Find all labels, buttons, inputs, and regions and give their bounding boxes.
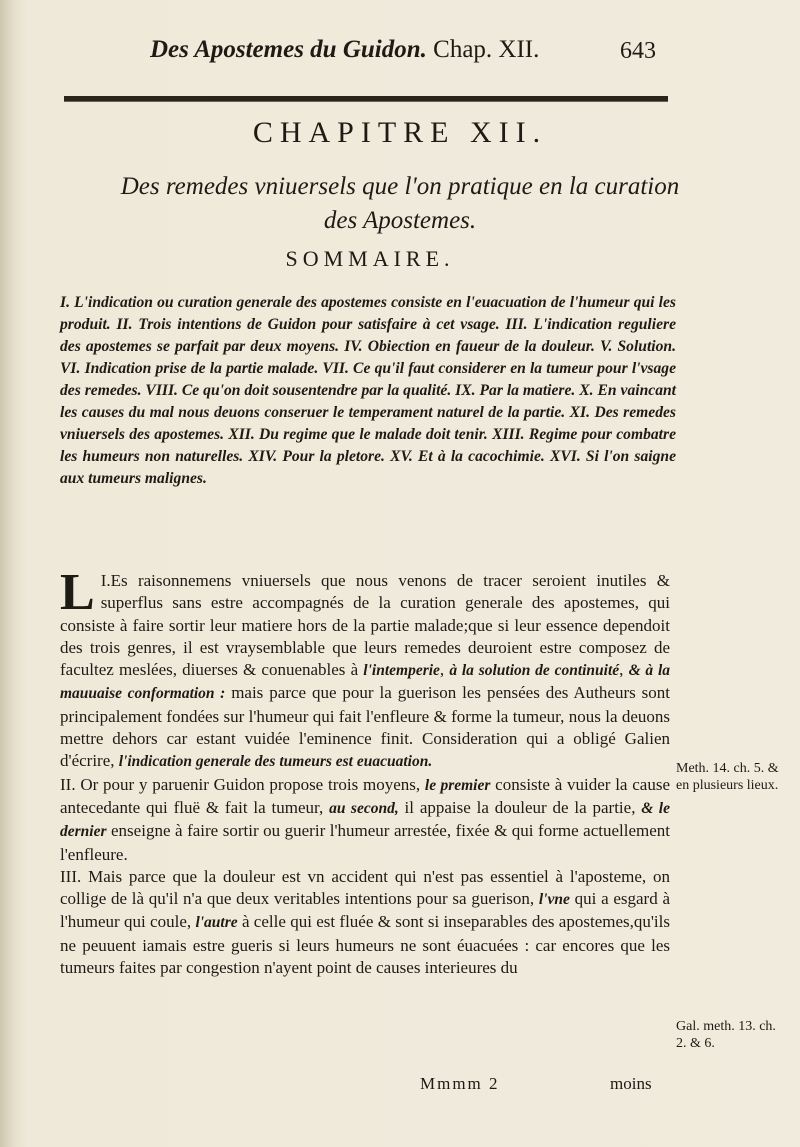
paragraph-number: III. [60, 866, 82, 886]
drop-capital: L [60, 564, 95, 621]
header-rule [64, 96, 668, 102]
margin-note-1: Meth. 14. ch. 5. & en plusieurs lieux. [676, 761, 779, 793]
signature-mark: Mmmm 2 [420, 1074, 500, 1093]
text-run: Or pour y paruenir Guidon propose trois moyens, [75, 774, 425, 794]
chapter-title-line1: Des remedes vniuersels que l'on pratique en la curation [120, 173, 680, 200]
running-chapter: Chap. XII. [433, 36, 540, 63]
italic-run: & à la mauuaise conformation : [60, 662, 670, 703]
paragraph-number: II. [60, 774, 76, 794]
text-run: Mais parce que la douleur est vn accident qui n'est pas essentiel à l'aposteme, on collige de là qu'il n'a que deux veritables intentions pour sa guerison, [60, 866, 670, 909]
italic-run: l'intemperie [363, 662, 440, 680]
text-run: Es raisonnemens vniuersels que nous venons de tracer seroient inutiles & superflus sans estre accompagnés de la curation generale des apostemes, qui consiste à faire sortir leur matiere hors de la partie malade;que si leur essence dependoit des trois genres, il est vraysemblable que leurs remedes deuroient estre composez de facultez meslées, diuerses & conuenables à [60, 571, 670, 680]
italic-run: l'vne [538, 891, 570, 909]
paragraph-1 [60, 564, 670, 774]
body-text [60, 564, 670, 979]
text-run: il appaise la douleur de la partie, [398, 797, 642, 817]
chapter-title-line2: des Apostemes. [323, 207, 477, 234]
sommaire-text: I. L'indication ou curation generale des apostemes consiste en l'euacuation de l'humeur qui les produit. II. Trois intentions de Guidon pour satisfaire à cet vsage. III. L'indication reguliere des apostemes se parfait par deux moyens. IV. Obiection en faueur de la douleur. V. Solution. VI. Indication prise de la partie malade. VII. Ce qu'il faut considerer en la tumeur pour l'vsage des remedes. VIII. Ce qu'on doit sousentendre par la qualité. IX. Par la matiere. X. En vaincant les causes du mal nous deuons conseruer le temperament naturel de la partie. XI. Des remedes vniuersels des apostemes. XII. Du regime que le malade doit tenir. XIII. Regime pour combatre les humeurs non naturelles. XIV. Pour la pletore. XV. Et à la cacochimie. XVI. Si l'on saigne aux tumeurs malignes. [60, 294, 676, 487]
page-footer [420, 1074, 680, 1094]
italic-run: au second, [329, 799, 399, 817]
text-run: , [619, 660, 629, 680]
paragraph-3 [60, 866, 670, 979]
text-run: à celle qui est fluée & sont si inseparables des apostemes,qu'ils ne peuuent iamais estre gueris si leurs humeurs ne sont éuacuées : car encores que les tumeurs faites par congestion n'ayent point de causes interieures du [60, 912, 670, 978]
page-number: 643 [620, 38, 656, 64]
italic-run: l'autre [195, 914, 238, 932]
italic-run: le premier [424, 776, 491, 794]
chapter-heading: CHAPITRE XII. [252, 116, 548, 149]
paragraph-2 [60, 774, 670, 866]
catchword: moins [610, 1074, 652, 1093]
text-run: consiste à vuider la cause antecedante qui fluë & fait la tumeur, [60, 774, 670, 817]
paragraph-number: I. [100, 571, 111, 590]
italic-run: à la solution de continuité [449, 662, 620, 680]
sommaire-heading: SOMMAIRE. [285, 246, 455, 271]
text-run: qui a esgard à l'humeur qui coule, [60, 889, 670, 932]
margin-note-2: Gal. meth. 13. ch. 2. & 6. [676, 1019, 776, 1051]
text-run: , [439, 660, 450, 680]
italic-run: l'indication generale des tumeurs est euacuation. [118, 753, 433, 771]
running-head [150, 36, 710, 64]
text-run: mais parce que pour la guerison les pensées des Autheurs sont principalement fondées sur l'humeur qui fait l'enfleure & forme la tumeur, nous la deuons mettre dehors car estant vuidée l'eminence finit. Consideration qui a obligé Galien d'écrire, [60, 683, 670, 771]
running-title: Des Apostemes du Guidon. [150, 36, 427, 63]
chapter-title [70, 170, 730, 238]
italic-run: & le dernier [60, 799, 670, 841]
text-run: enseigne à faire sortir ou guerir l'humeur arrestée, fixée & qui forme actuellement l'enfleure. [60, 821, 670, 864]
